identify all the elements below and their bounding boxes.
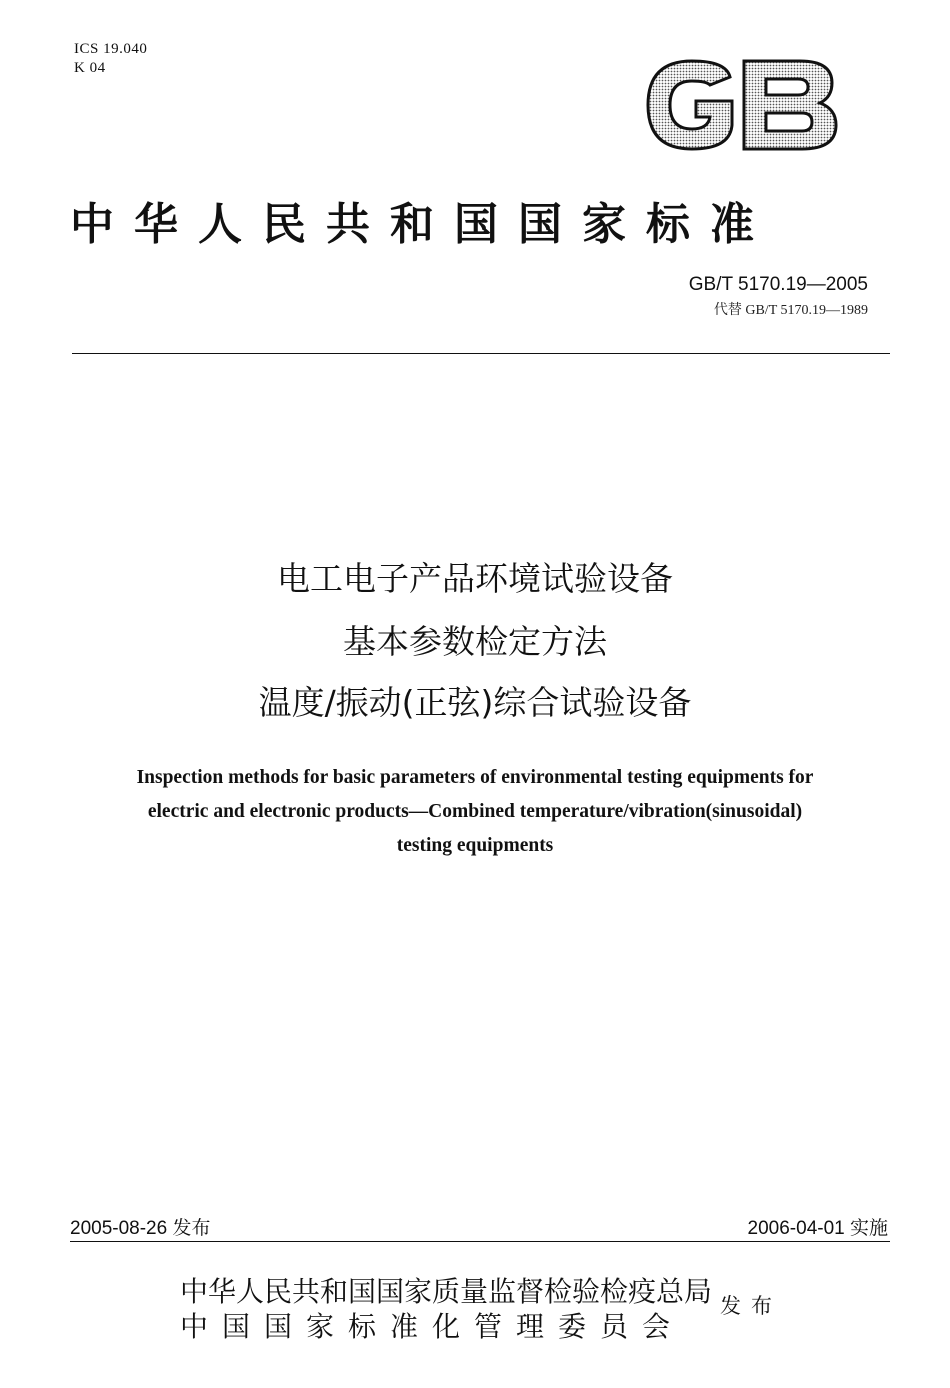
standard-category-title: 中华人民共和国国家标准	[70, 199, 774, 250]
replaced-standard: 代替 GB/T 5170.19—1989	[713, 303, 868, 318]
ccs-code: K 04	[74, 60, 106, 76]
standard-number: GB/T 5170.19—2005	[688, 274, 868, 295]
chinese-title-line-3: 温度/振动(正弦)综合试验设备	[258, 683, 692, 722]
publish-label: 发布	[720, 1294, 782, 1318]
issue-date: 2005-08-26 发布	[70, 1218, 211, 1239]
english-title-line-2: electric and electronic products—Combined temperature/vibration(sinusoidal)	[147, 801, 803, 822]
chinese-title-line-2: 基本参数检定方法	[343, 622, 607, 661]
gb-logo	[640, 55, 840, 155]
classification-codes	[74, 40, 147, 78]
english-title-line-3: testing equipments	[396, 835, 554, 856]
ics-code: ICS 19.040	[74, 41, 148, 57]
chinese-title-line-1: 电工电子产品环境试验设备	[277, 559, 673, 598]
implementation-date: 2006-04-01 实施	[747, 1218, 888, 1239]
gb-logo-text: GB	[640, 55, 642, 56]
header-divider	[72, 353, 890, 354]
issuer-aqsiq: 中华人民共和国国家质量监督检验检疫总局	[180, 1275, 713, 1308]
issuer-sac: 中国国家标准化管理委员会	[180, 1310, 685, 1343]
english-title	[60, 761, 890, 863]
footer-divider	[70, 1241, 890, 1242]
english-title-line-1: Inspection methods for basic parameters of environmental testing equipments for	[136, 767, 814, 788]
